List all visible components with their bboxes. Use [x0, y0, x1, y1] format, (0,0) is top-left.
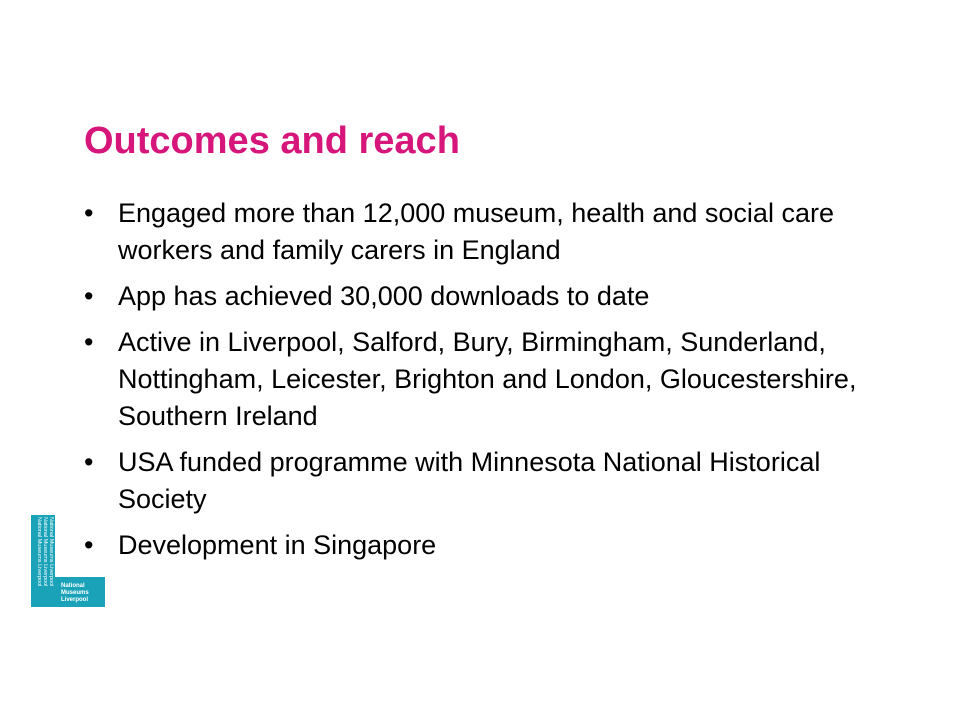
bullet-list [84, 195, 914, 573]
bullet-glyph: • [84, 281, 94, 311]
bullet-glyph: • [84, 447, 94, 477]
museum-logo [31, 515, 105, 607]
bullet-text: App has achieved 30,000 downloads to date [118, 281, 650, 311]
svg-text:National: National [61, 583, 85, 589]
svg-text:Museums: Museums [61, 590, 89, 596]
svg-text:National Museums Liverpool: National Museums Liverpool [42, 517, 48, 587]
bullet-text: USA funded programme with Minnesota National Historical Society [118, 447, 821, 514]
svg-text:Liverpool: Liverpool [61, 597, 89, 603]
bullet-glyph: • [84, 530, 94, 560]
slide-title: Outcomes and reach [84, 120, 460, 162]
svg-text:National Museums Liverpool: National Museums Liverpool [48, 517, 54, 587]
bullet-text: Active in Liverpool, Salford, Bury, Birmingham, Sunderland, Nottingham, Leicester, Brighton and London, Gloucestershire, Southern Ireland [118, 327, 857, 431]
bullet-item [84, 195, 914, 269]
bullet-glyph: • [84, 327, 94, 357]
bullet-item [84, 278, 914, 315]
bullet-text: Development in Singapore [118, 530, 437, 560]
bullet-item [84, 527, 914, 564]
bullet-item [84, 444, 914, 518]
bullet-item [84, 324, 914, 435]
bullet-text: Engaged more than 12,000 museum, health and social care workers and family carers in England [118, 198, 834, 265]
bullet-glyph: • [84, 198, 94, 228]
svg-text:National Museums Liverpool: National Museums Liverpool [36, 517, 42, 587]
